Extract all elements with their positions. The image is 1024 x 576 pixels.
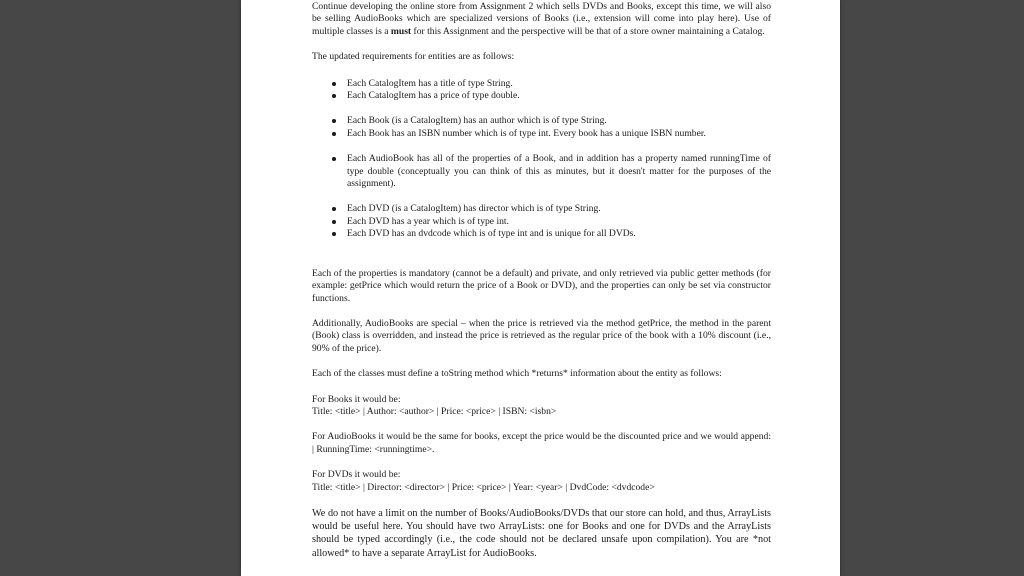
audiobook-paragraph: Additionally, AudioBooks are special – when the price is retrieved via the method getPrice, the method in the parent (Book) class is overridden, and instead the price is retrieved as the regular price of the book with a 10% discount (i.e., 90% of the price). (312, 317, 771, 354)
list-item: Each CatalogItem has a title of type String. (312, 78, 771, 90)
book-list (312, 115, 771, 140)
intro-bold-must: must (390, 25, 412, 37)
mandatory-paragraph: Each of the properties is mandatory (cannot be a default) and private, and only retrieved via public getter methods (for example: getPrice which would return the price of a Book or DVD), and the properties can only be set via constructor functions. (312, 267, 771, 304)
intro-text-start: Continue developing the online store from Assignment 2 which sells DVDs and Books, except this time, we will also be selling AudioBooks which are specialized versions of Books (i.e., extension will come into play here). Use of multiple classes is a (312, 1, 771, 37)
dvds-format: Title: <title> | Director: <director> | Price: <price> | Year: <year> | DvdCode: <dvdcode> (312, 481, 655, 493)
requirements-heading: The updated requirements for entities are as follows: (312, 51, 515, 63)
tostring-paragraph: Each of the classes must define a toString method which *returns* information about the entity as follows: (312, 368, 722, 380)
audiobooks-format: For AudioBooks it would be the same for books, except the price would be the discounted price and we would append: | RunningTime: <runningtime>. (312, 431, 771, 455)
document-content (312, 1, 771, 560)
dvd-list (312, 203, 771, 240)
limit-paragraph: We do not have a limit on the number of Books/AudioBooks/DVDs that our store can hold, and thus, ArrayLists would be useful here. You should have two ArrayLists: one for Books and one for DVDs and the ArrayLists should be typed accordingly (i.e., the code should not be declared unsafe upon compilation). You are *not allowed* to have a separate ArrayList for AudioBooks. (312, 507, 771, 559)
audiobook-list (312, 153, 771, 190)
catalog-item-list (312, 78, 771, 103)
list-item: Each CatalogItem has a price of type double. (312, 90, 771, 102)
list-item: Each AudioBook has all of the properties of a Book, and in addition has a property named runningTime of type double (conceptually you can think of this as minutes, but it doesn't matter for the purposes of the assignment). (312, 153, 771, 190)
intro-paragraph (312, 1, 771, 38)
list-item: Each Book (is a CatalogItem) has an author which is of type String. (312, 115, 771, 127)
list-item: Each DVD has an dvdcode which is of type int and is unique for all DVDs. (312, 228, 771, 240)
books-format: Title: <title> | Author: <author> | Price: <price> | ISBN: <isbn> (312, 405, 557, 417)
list-item: Each Book has an ISBN number which is of type int. Every book has a unique ISBN number. (312, 128, 771, 140)
document-page (241, 0, 840, 576)
list-item: Each DVD (is a CatalogItem) has director which is of type String. (312, 203, 771, 215)
intro-text-end: for this Assignment and the perspective will be that of a store owner maintaining a Catalog. (411, 25, 765, 37)
dvds-format-label: For DVDs it would be: (312, 469, 401, 481)
list-item: Each DVD has a year which is of type int. (312, 216, 771, 228)
books-format-label: For Books it would be: (312, 393, 401, 405)
